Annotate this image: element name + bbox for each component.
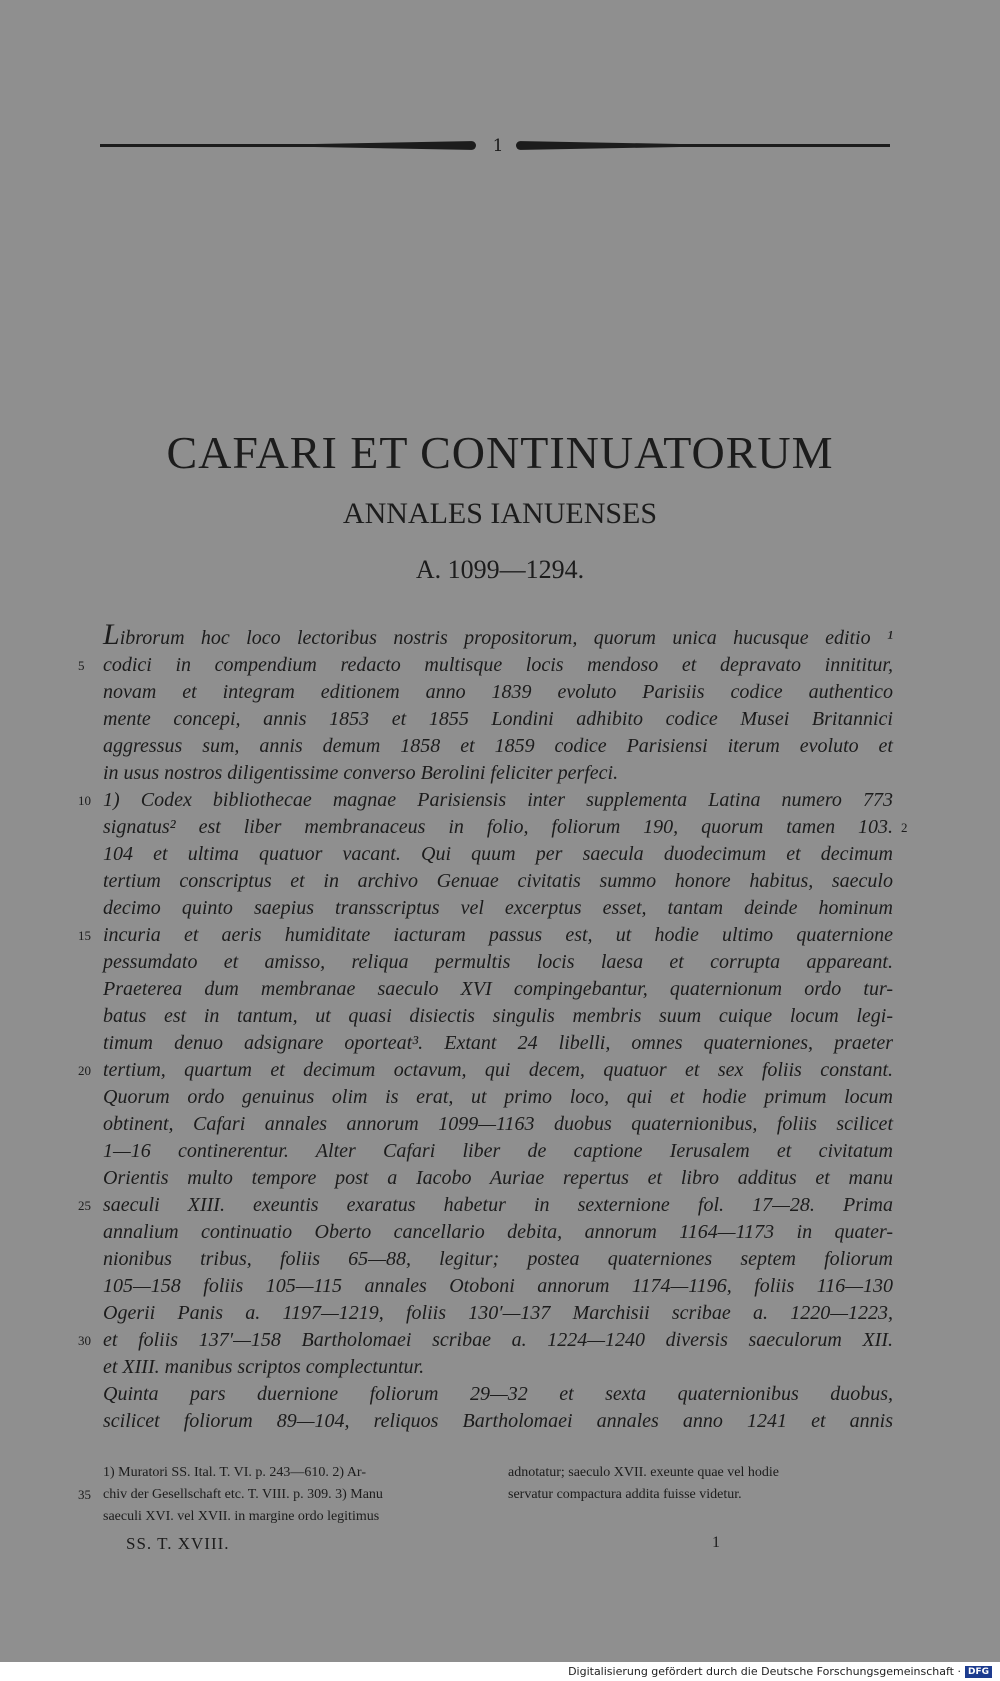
body-line-text: timum denuo adsignare oporteat³. Extant 24 libelli, omnes quaterniones, praeter (103, 1032, 893, 1054)
signature-mark: SS. T. XVIII. (126, 1534, 230, 1553)
line-number: 25 (78, 1198, 91, 1213)
body-line (103, 868, 893, 895)
footnote-line: adnotatur; saeculo XVII. exeunte quae vel hodie (508, 1465, 779, 1480)
body-line (103, 1138, 893, 1165)
body-line-text: mente concepi, annis 1853 et 1855 Londini adhibito codice Musei Britannici (103, 708, 893, 730)
body-line-text: codici in compendium redacto multisque locis mendoso et depravato innititur, (103, 654, 893, 676)
signature-number: 1 (712, 1534, 720, 1551)
body-line (103, 1354, 893, 1381)
line-number: 10 (78, 793, 91, 808)
body-line (78, 787, 893, 814)
body-line (103, 1273, 893, 1300)
body-line (78, 652, 893, 679)
body-line (103, 895, 893, 922)
body-line-text: ibrorum hoc loco lectoribus nostris propositorum, quorum unica hucusque editio ¹ (119, 627, 893, 649)
body-line (103, 1219, 893, 1246)
body-line (103, 733, 893, 760)
body-line (103, 841, 893, 868)
footnote-text: 1) Muratori SS. Ital. T. VI. p. 243—610. 2) Ar- (103, 1465, 366, 1480)
body-line-text: Praeterea dum membranae saeculo XVI compingebantur, quaternionum ordo tur- (103, 978, 893, 1000)
body-line (103, 1408, 893, 1435)
body-line-text: novam et integram editionem anno 1839 evoluto Parisiis codice authentico (103, 681, 893, 703)
footnotes-left-column (78, 1462, 488, 1528)
body-line (103, 1003, 893, 1030)
body-line (103, 618, 893, 652)
body-line (103, 1381, 893, 1408)
body-line-text: Quorum ordo genuinus olim is erat, ut primo loco, qui et hodie primum locum (103, 1086, 893, 1108)
body-line-text: et XIII. manibus scriptos complectuntur. (103, 1356, 425, 1378)
line-number: 5 (78, 658, 85, 673)
body-line-text: tertium, quartum et decimum octavum, qui decem, quatuor et sex foliis constant. (103, 1059, 893, 1081)
body-line (103, 1111, 893, 1138)
initial-letter: L (103, 618, 120, 651)
body-line-text: obtinent, Cafari annales annorum 1099—1163 duobus quaternionibus, foliis scilicet (103, 1113, 893, 1135)
body-line-text: signatus² est liber membranaceus in folio, foliorum 190, quorum tamen 103. (103, 816, 893, 838)
body-line-text: Ogerii Panis a. 1197—1219, foliis 130′—137 Marchisii scribae a. 1220—1223, (103, 1302, 893, 1324)
footnote-text: chiv der Gesellschaft etc. T. VIII. p. 309. 3) Manu (103, 1487, 383, 1502)
body-line (103, 949, 893, 976)
body-line-text: 1) Codex bibliothecae magnae Parisiensis inter supplementa Latina numero 773 (103, 789, 893, 811)
body-line-text: pessumdato et amisso, reliqua permultis locis laesa et corrupta appareant. (103, 951, 893, 973)
document-subtitle: ANNALES IANUENSES (342, 497, 658, 530)
body-line-text: Orientis multo tempore post a Iacobo Auriae repertus et libro additus et manu (103, 1167, 893, 1189)
body-line-text: batus est in tantum, ut quasi disiectis singulis membris suum cuique locum legi- (103, 1005, 893, 1027)
digitization-credit (568, 1664, 992, 1680)
credit-text: Digitalisierung gefördert durch die Deutsche Forschungsgemeinschaft · (568, 1665, 961, 1678)
body-line (103, 706, 893, 733)
header-rule (100, 136, 890, 156)
body-line (103, 760, 893, 787)
body-line-text: tertium conscriptus et in archivo Genuae civitatis summo honore habitus, saeculo (103, 870, 893, 892)
body-line (103, 1246, 893, 1273)
body-line (78, 1057, 893, 1084)
document-years: A. 1099—1294. (415, 555, 585, 584)
body-line (78, 1192, 893, 1219)
body-line-text: aggressus sum, annis demum 1858 et 1859 codice Parisiensi iterum evoluto et (103, 735, 893, 757)
line-number: 35 (78, 1487, 91, 1502)
body-line (103, 1165, 893, 1192)
body-line-text: in usus nostros diligentissime converso Berolini feliciter perfeci. (103, 762, 619, 784)
body-line-text: annalium continuatio Oberto cancellario debita, annorum 1164—1173 in quater- (103, 1221, 893, 1243)
body-line-text: scilicet foliorum 89—104, reliquos Bartholomaei annales anno 1241 et annis (103, 1410, 893, 1432)
dfg-logo: DFG (965, 1666, 992, 1678)
header-rule-left-ornament (280, 141, 476, 150)
body-line (103, 976, 893, 1003)
footnote-line (78, 1484, 488, 1506)
body-line-text: saeculi XIII. exeuntis exaratus habetur in sexternione fol. 17—28. Prima (103, 1194, 893, 1216)
body-line-text: 1—16 continerentur. Alter Cafari liber de captione Ierusalem et civitatum (103, 1140, 893, 1162)
body-line (103, 1300, 893, 1327)
footnote-line (103, 1506, 488, 1528)
header-rule-right (518, 144, 890, 147)
footnote-line (103, 1462, 488, 1484)
margin-note: 2 (901, 820, 908, 835)
footnotes-right-column (508, 1462, 893, 1506)
line-number: 15 (78, 928, 91, 943)
body-line-text: decimo quinto saepius transscriptus vel excerptus esset, tantam deinde hominum (103, 897, 893, 919)
body-line-text: et foliis 137′—158 Bartholomaei scribae a. 1224—1240 diversis saeculorum XII. (103, 1329, 893, 1351)
body-line (78, 1327, 893, 1354)
footnote-line: servatur compactura addita fuisse videtur. (508, 1487, 742, 1502)
body-line (103, 1030, 893, 1057)
body-line (103, 679, 893, 706)
footnote-text: saeculi XVI. vel XVII. in margine ordo legitimus (103, 1509, 380, 1524)
body-line (103, 1084, 893, 1111)
body-line-text: 105—158 foliis 105—115 annales Otoboni annorum 1174—1196, foliis 116—130 (103, 1275, 893, 1297)
body-line (103, 814, 893, 841)
body-line-text: Quinta pars duernione foliorum 29—32 et sexta quaternionibus duobus, (103, 1383, 893, 1405)
line-number: 20 (78, 1063, 91, 1078)
body-line-text: incuria et aeris humiditate iacturam passus est, ut hodie ultimo quaternione (103, 924, 893, 946)
body-line-text: 104 et ultima quatuor vacant. Qui quum per saecula duodecimum et decimum (103, 843, 893, 865)
document-title: CAFARI ET CONTINUATORUM (166, 427, 834, 478)
line-number: 30 (78, 1333, 91, 1348)
body-line (78, 922, 893, 949)
page-number: 1 (492, 136, 504, 156)
body-line-text: nionibus tribus, foliis 65—88, legitur; postea quaterniones septem foliorum (103, 1248, 893, 1270)
